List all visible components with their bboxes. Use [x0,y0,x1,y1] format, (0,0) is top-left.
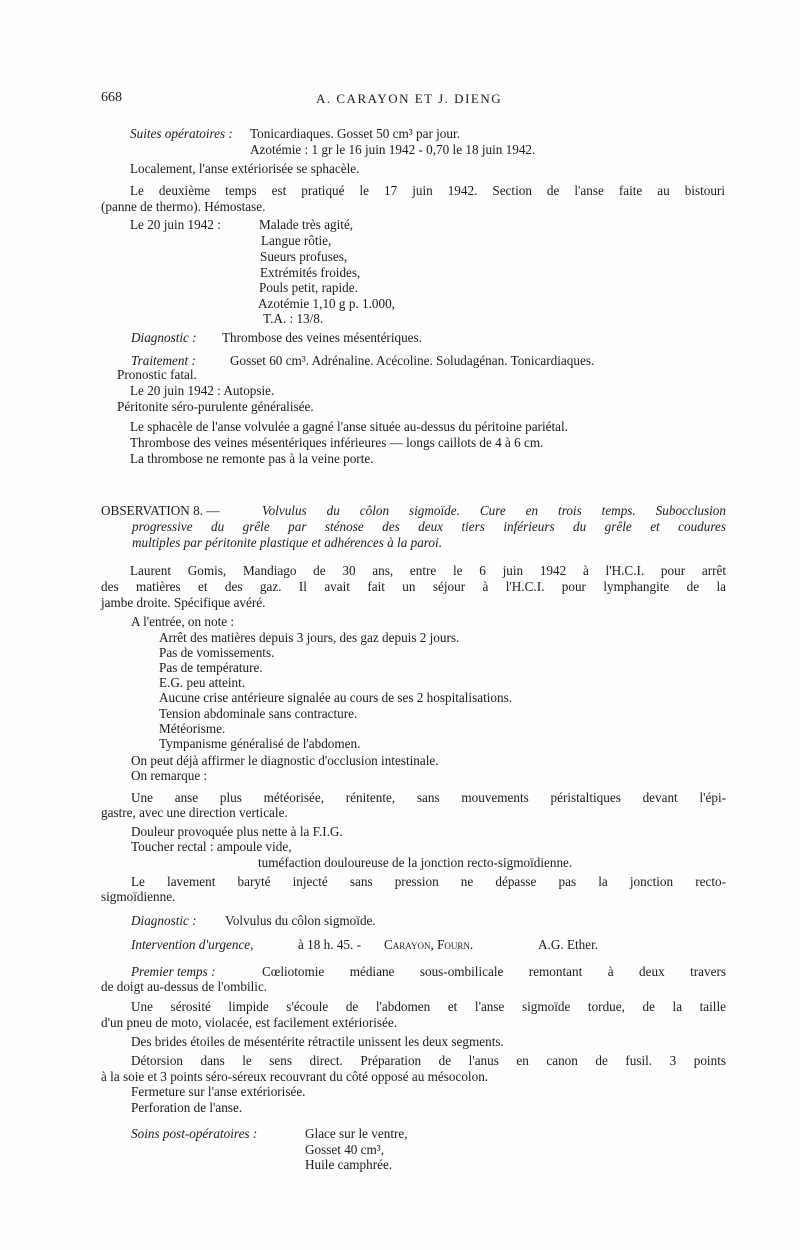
june20-item: T.A. : 13/8. [263,311,324,326]
premier-text: Cœliotomie médiane sous-ombilicale remontant à deux travers [262,964,726,979]
premier-line6: Détorsion dans le sens direct. Préparation de l'anus en canon de fusil. 3 points [131,1053,726,1068]
traitement-line5: Le sphacèle de l'anse volvulée a gagné l'anse située au-dessus du péritoine pariétal. [130,419,568,434]
suites-line1: Tonicardiaques. Gosset 50 cm³ par jour. [250,126,460,141]
june20-item: Extrémités froides, [260,265,361,280]
entree-item: Pas de température. [159,660,263,675]
soins-item: Gosset 40 cm³, [305,1142,385,1157]
june20-item: Pouls petit, rapide. [259,280,358,295]
premier-line9: Perforation de l'anse. [131,1100,243,1115]
traitement-line2: Pronostic fatal. [117,367,197,382]
entree-item: Tension abdominale sans contracture. [159,706,358,721]
diagnostic2-label: Diagnostic : [131,913,197,928]
diagnostic1-text: Thrombose des veines mésentériques. [222,330,422,345]
patient-line1: Laurent Gomis, Mandiago de 30 ans, entre le 6 juin 1942 à l'H.C.I. pour arrêt [130,563,726,578]
soins-item: Huile camphrée. [305,1157,393,1172]
observation-title-line1: Volvulus du côlon sigmoïde. Cure en trois temps. Subocclusion [262,503,726,518]
suites-line3: Localement, l'anse extériorisée se sphacèle. [130,161,360,176]
traitement-line4: Péritonite séro-purulente généralisée. [117,399,314,414]
observation-label: OBSERVATION 8. — [101,503,220,518]
june20-date: Le 20 juin 1942 : [130,217,221,232]
entree-intro: A l'entrée, on note : [131,614,235,629]
june20-item: Azotémie 1,10 g p. 1.000, [258,296,395,311]
intervention-time: à 18 h. 45. - [298,937,361,952]
traitement-text: Gosset 60 cm³. Adrénaline. Acécoline. Soludagénan. Tonicardiaques. [230,353,595,368]
diagnostic1-label: Diagnostic : [131,330,197,345]
entree-item: Pas de vomissements. [159,645,275,660]
entree-remarque: On remarque : [131,768,208,783]
premier-line3: Une sérosité limpide s'écoule de l'abdomen et l'anse sigmoïde tordue, de la taille [131,999,726,1014]
premier-line2: de doigt au-dessus de l'ombilic. [101,979,268,994]
premier-line4: d'un pneu de moto, violacée, est facilement extériorisée. [101,1015,398,1030]
anse-line1: Une anse plus météorisée, rénitente, sans mouvements péristaltiques devant l'épi- [131,790,726,805]
patient-line2: des matières et des gaz. Il avait fait un séjour à l'H.C.I. pour lymphangite de la [101,579,726,594]
patient-line3: jambe droite. Spécifique avéré. [101,595,266,610]
traitement-line3: Le 20 juin 1942 : Autopsie. [130,383,275,398]
toucher-line2: tuméfaction douloureuse de la jonction recto-sigmoïdienne. [258,855,573,870]
diagnostic2-text: Volvulus du côlon sigmoïde. [225,913,376,928]
traitement-line7: La thrombose ne remonte pas à la veine porte. [130,451,374,466]
suites-line2: Azotémie : 1 gr le 16 juin 1942 - 0,70 le 18 juin 1942. [250,142,536,157]
lavement-line1: Le lavement baryté injecté sans pression ne dépasse pas la jonction recto- [131,874,726,889]
june20-item: Langue rôtie, [261,233,332,248]
observation-title-line2: progressive du grêle par sténose des deux tiers inférieurs du grêle et coudures [132,519,726,534]
intervention-label: Intervention d'urgence, [131,937,254,952]
soins-item: Glace sur le ventre, [305,1126,408,1141]
premier-label: Premier temps : [131,964,216,979]
intervention-anesthesia: A.G. Ether. [538,937,599,952]
toucher-line1: Toucher rectal : ampoule vide, [131,839,292,854]
page-number: 668 [101,90,122,105]
entree-item: E.G. peu atteint. [159,675,246,690]
observation-title-line3: multiples par péritonite plastique et adhérences à la paroi. [132,535,442,550]
traitement-line6: Thrombose des veines mésentériques inférieures — longs caillots de 4 à 6 cm. [130,435,544,450]
running-title: A. CARAYON ET J. DIENG [316,91,503,106]
douleur-line: Douleur provoquée plus nette à la F.I.G. [131,824,343,839]
traitement-label: Traitement : [131,353,196,368]
lavement-line2: sigmoïdienne. [101,889,176,904]
entree-affirm: On peut déjà affirmer le diagnostic d'occlusion intestinale. [131,753,439,768]
entree-item: Météorisme. [159,721,226,736]
entree-item: Arrêt des matières depuis 3 jours, des gaz depuis 2 jours. [159,630,460,645]
suites-line4: Le deuxième temps est pratiqué le 17 juin 1942. Section de l'anse faite au bistouri [130,183,725,198]
entree-item: Aucune crise antérieure signalée au cours de ses 2 hospitalisations. [159,690,513,705]
premier-line7: à la soie et 3 points séro-séreux recouvrant du côté opposé au mésocolon. [101,1069,489,1084]
intervention-surgeons: Carayon, Fourn. [384,937,474,952]
suites-label: Suites opératoires : [130,126,233,141]
june20-item: Malade très agité, [259,217,354,232]
soins-label: Soins post-opératoires : [131,1126,258,1141]
premier-line8: Fermeture sur l'anse extériorisée. [131,1084,306,1099]
premier-line5: Des brides étoiles de mésentérite rétractile unissent les deux segments. [131,1034,504,1049]
june20-item: Sueurs profuses, [260,249,348,264]
anse-line2: gastre, avec une direction verticale. [101,805,288,820]
suites-line5: (panne de thermo). Hémostase. [101,199,266,214]
entree-item: Tympanisme généralisé de l'abdomen. [159,736,361,751]
